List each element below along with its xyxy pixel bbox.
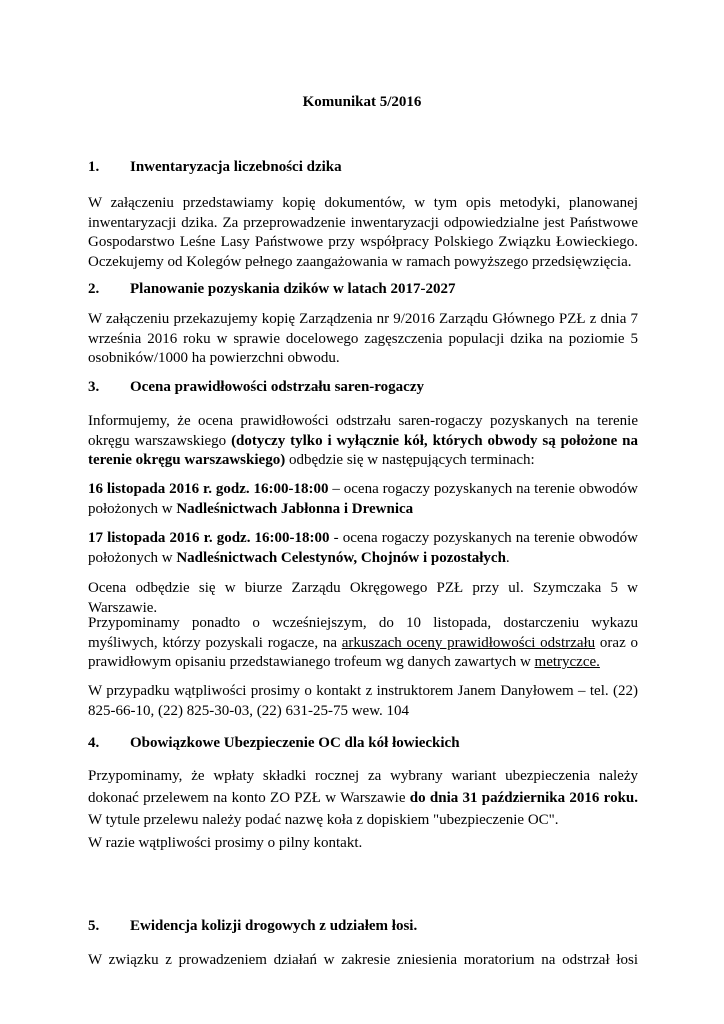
section-title: Ewidencja kolizji drogowych z udziałem łosi. <box>130 918 418 934</box>
section-title: Planowanie pozyskania dzików w latach 2017-2027 <box>130 281 456 297</box>
section-number: 5. <box>88 918 100 934</box>
section-5-heading <box>88 918 417 935</box>
document-title: Komunikat 5/2016 <box>302 94 422 110</box>
section-1-heading <box>88 159 342 176</box>
section-4-heading <box>88 735 460 752</box>
section-4-text: Przypominamy, że wpłaty składki rocznej za wybrany wariant ubezpieczenia należy dokonać przelewem na konto ZO PZŁ w Warszawie do dnia 31 października 2016 roku. W tytule przelewu należy podać nazwę koła z dopiskiem "ubezpieczenie OC". <box>88 768 639 828</box>
section-2-heading <box>88 281 455 298</box>
reminder-text: Przypominamy ponadto o wcześniejszym, do 10 listopada, dostarczeniu wykazu myśliwych, którzy pozyskali rogacze, na arkuszach oceny prawidłowości odstrzału oraz o prawidłowym opisaniu przedstawianego trofeum wg danych zawartych w metryczce. <box>88 615 639 670</box>
term-2-date: 17 listopada 2016 r. godz. 16:00-18:00 <box>88 530 330 546</box>
section-number: 4. <box>88 735 100 751</box>
section-number: 3. <box>88 379 100 395</box>
section-5-text: W związku z prowadzeniem działań w zakresie zniesienia moratorium na odstrzał łosi <box>88 952 638 968</box>
section-3-intro: Informujemy, że ocena prawidłowości odstrzału saren-rogaczy pozyskanych na terenie okręgu warszawskiego (dotyczy tylko i wyłącznie kół, których obwody są położone na terenie okręgu warszawskiego) odbędzie się w następujących terminach: <box>88 413 638 468</box>
term-2-place: Nadleśnictwach Celestynów, Chojnów i pozostałych <box>176 549 506 566</box>
scope-note: (dotyczy tylko i wyłącznie kół, których obwody są położone na terenie okręgu warszawskiego) <box>88 432 638 468</box>
term-1-date: 16 listopada 2016 r. godz. 16:00-18:00 <box>88 481 329 497</box>
term-1: 16 listopada 2016 r. godz. 16:00-18:00 – ocena rogaczy pozyskanych na terenie obwodów położonych w Nadleśnictwach Jabłonna i Drewnica <box>88 481 638 517</box>
section-number: 1. <box>88 159 100 175</box>
section-3-heading <box>88 379 424 396</box>
payment-deadline: do dnia 31 października 2016 roku. <box>409 790 639 806</box>
section-1-text: W załączeniu przedstawiamy kopię dokumentów, w tym opis metodyki, planowanej inwentaryzacji dzika. Za przeprowadzenie inwentaryzacji odpowiedzialne jest Państwowe Gospodarstwo Leśne Lasy Państwowe przy współpracy Polskiego Związku Łowieckiego. Oczekujemy od Kolegów pełnego zaangażowania w ramach powyższego przedsięwzięcia. <box>88 195 638 270</box>
term-1-place: Nadleśnictwach Jabłonna i Drewnica <box>176 500 414 517</box>
section-title: Inwentaryzacja liczebności dzika <box>130 159 342 175</box>
metryczka-link[interactable]: metryczce. <box>534 654 600 670</box>
term-2: 17 listopada 2016 r. godz. 16:00-18:00 - ocena rogaczy pozyskanych na terenie obwodów położonych w Nadleśnictwach Celestynów, Chojnów i pozostałych. <box>88 530 639 566</box>
section-number: 2. <box>88 281 100 297</box>
section-title: Obowiązkowe Ubezpieczenie OC dla kół łowieckich <box>130 735 460 751</box>
section-4-note: W razie wątpliwości prosimy o pilny kontakt. <box>88 835 363 851</box>
section-title: Ocena prawidłowości odstrzału saren-rogaczy <box>130 379 425 395</box>
evaluation-sheets-link[interactable]: arkuszach oceny prawidłowości odstrzału <box>341 634 596 651</box>
evaluation-location: Ocena odbędzie się w biurze Zarządu Okręgowego PZŁ przy ul. Szymczaka 5 w Warszawie. <box>88 580 638 616</box>
section-2-text: W załączeniu przekazujemy kopię Zarządzenia nr 9/2016 Zarządu Głównego PZŁ z dnia 7 września 2016 roku w sprawie docelowego zagęszczenia populacji dzika na poziomie 5 osobników/1000 ha powierzchni obwodu. <box>88 311 638 366</box>
contact-text: W przypadku wątpliwości prosimy o kontakt z instruktorem Janem Danyłowem – tel. (22) 825-66-10, (22) 825-30-03, (22) 631-25-75 wew. 104 <box>88 683 638 719</box>
